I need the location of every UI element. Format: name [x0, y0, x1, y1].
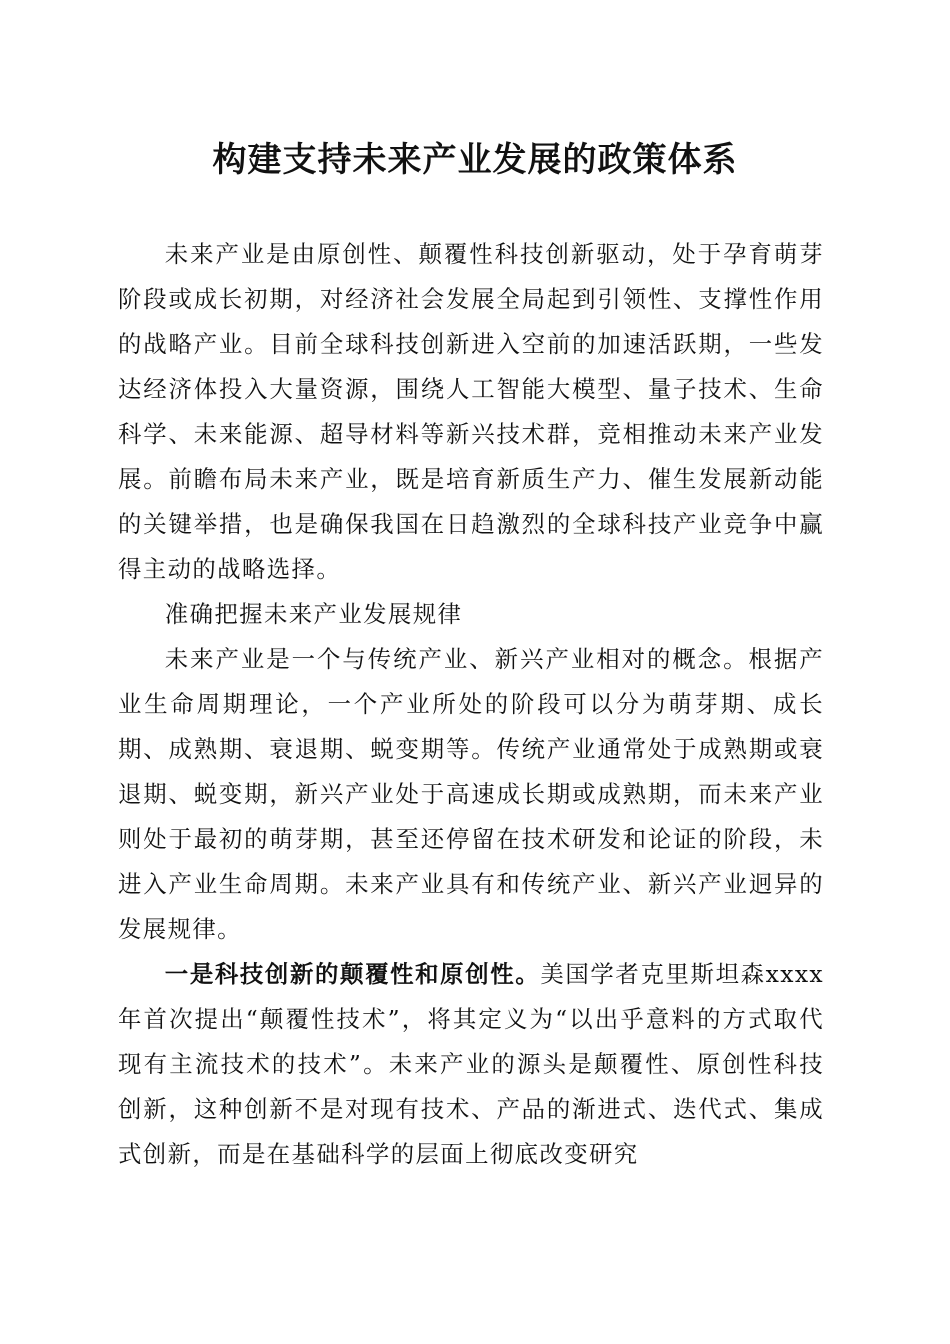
document-title: 构建支持未来产业发展的政策体系 — [212, 140, 738, 180]
paragraph-lead-bold: 一是科技创新的颠覆性和原创性。 — [164, 960, 541, 988]
paragraph-disruptive-innovation — [118, 952, 824, 1177]
paragraph-industry-lifecycle: 未来产业是一个与传统产业、新兴产业相对的概念。根据产业生命周期理论，一个产业所处的阶段可以分为萌芽期、成长期、成熟期、衰退期、蜕变期等。传统产业通常处于成熟期或衰退期、蜕变期，新兴产业处于高速成长期或成熟期，而未来产业则处于最初的萌芽期，甚至还停留在技术研发和论证的阶段，未进入产业生命周期。未来产业具有和传统产业、新兴产业迥异的发展规律。 — [118, 645, 824, 943]
paragraph-text: 美国学者克里斯坦森xxxx年首次提出“颠覆性技术”，将其定义为“以出乎意料的方式取代现有主流技术的技术”。未来产业的源头是颠覆性、原创性科技创新，这种创新不是对现有技术、产品的渐进式、迭代式、集成式创新，而是在基础科学的层面上彻底改变研究 — [118, 960, 825, 1168]
paragraph-intro: 未来产业是由原创性、颠覆性科技创新驱动，处于孕育萌芽阶段或成长初期，对经济社会发展全局起到引领性、支撑性作用的战略产业。目前全球科技创新进入空前的加速活跃期，一些发达经济体投入大量资源，围绕人工智能大模型、量子技术、生命科学、未来能源、超导材料等新兴技术群，竞相推动未来产业发展。前瞻布局未来产业，既是培育新质生产力、催生发展新动能的关键举措，也是确保我国在日趋激烈的全球科技产业竞争中赢得主动的战略选择。 — [118, 240, 824, 583]
section-heading: 准确把握未来产业发展规律 — [164, 600, 463, 628]
document-body — [118, 232, 824, 1177]
